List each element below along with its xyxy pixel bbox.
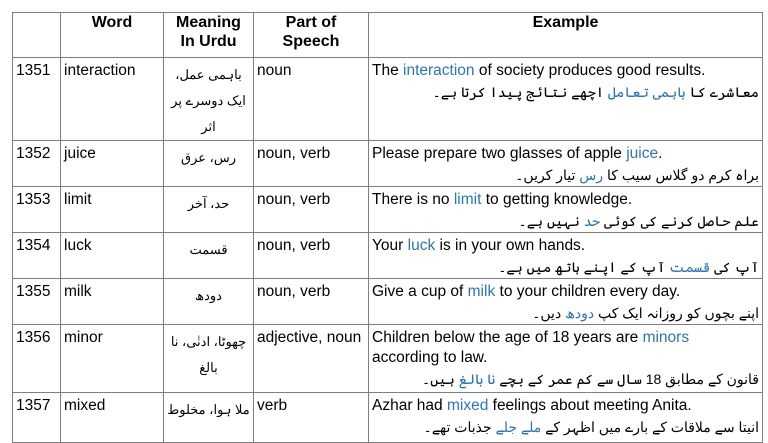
text: Your [372, 237, 408, 254]
example-cell [369, 325, 763, 393]
table-row [13, 141, 763, 187]
text: تیار کریں۔ [515, 167, 580, 183]
text: to getting knowledge. [481, 191, 633, 208]
row-number: 1355 [13, 279, 61, 325]
word-cell: juice [61, 141, 164, 187]
text: اچھے نتائج پیدا کرتا ہے۔ [432, 84, 608, 100]
word-cell: minor [61, 325, 164, 393]
highlighted-word: رس [579, 167, 604, 183]
part-of-speech-cell: noun [254, 58, 369, 141]
header-number [13, 13, 61, 58]
english-example [372, 393, 759, 416]
word-cell: milk [61, 279, 164, 325]
example-cell [369, 58, 763, 141]
text: of society produces good results. [474, 62, 706, 79]
urdu-meaning-cell: دودھ [164, 279, 254, 325]
english-example [372, 187, 759, 210]
text: The [372, 62, 404, 79]
english-example [372, 141, 759, 164]
urdu-meaning-cell: باہمی عمل، ایک دوسرے پر اثر [164, 58, 254, 141]
word-cell: interaction [61, 58, 164, 141]
highlighted-word: حد [583, 213, 601, 229]
highlighted-word: interaction [403, 62, 475, 79]
highlighted-word: دودھ [565, 305, 595, 321]
table-row [13, 393, 763, 443]
text: آپ کی [710, 259, 759, 275]
text: . [658, 145, 663, 162]
part-of-speech-cell: noun, verb [254, 187, 369, 233]
english-example [372, 233, 759, 256]
urdu-example [372, 81, 759, 103]
example-cell [369, 279, 763, 325]
example-cell [369, 187, 763, 233]
table-row [13, 279, 763, 325]
highlighted-word: juice [626, 145, 659, 162]
english-example [372, 58, 759, 81]
text: is in your own hands. [435, 237, 586, 254]
text: انیتا سے ملاقات کے بارے میں اظہر کے [541, 419, 759, 435]
row-number: 1351 [13, 58, 61, 141]
text: معاشرے کا [685, 84, 759, 100]
urdu-meaning-cell: چھوٹا، ادنٰی، نا بالغ [164, 325, 254, 393]
text: Azhar had [372, 397, 447, 414]
text: according to law. [372, 349, 488, 366]
word-cell: mixed [61, 393, 164, 443]
urdu-meaning-cell: رس، عرق [164, 141, 254, 187]
urdu-meaning-cell: قسمت [164, 233, 254, 279]
text: Children below the age of 18 years are [372, 329, 643, 346]
row-number: 1354 [13, 233, 61, 279]
part-of-speech-cell: noun, verb [254, 233, 369, 279]
vocabulary-table [12, 12, 763, 443]
highlighted-word: نا بالغ [458, 371, 496, 387]
english-example [372, 325, 759, 368]
word-cell: luck [61, 233, 164, 279]
header-meaning: Meaning In Urdu [164, 13, 254, 58]
part-of-speech-cell: noun, verb [254, 141, 369, 187]
text: آپ کے اپنے ہاتھ میں ہے۔ [498, 259, 670, 275]
urdu-meaning-cell: حد، آخر [164, 187, 254, 233]
text: براہ کرم دو گلاس سیب کا [603, 167, 759, 183]
header-example: Example [369, 13, 763, 58]
header-row [13, 13, 763, 58]
highlighted-word: قسمت [669, 259, 711, 275]
row-number: 1353 [13, 187, 61, 233]
highlighted-word: minors [642, 329, 690, 346]
text: Please prepare two glasses of apple [372, 145, 627, 162]
urdu-example [372, 210, 759, 232]
text: feelings about meeting Anita. [488, 397, 692, 414]
urdu-example [372, 256, 759, 278]
text: دیں۔ [532, 305, 566, 321]
row-number: 1352 [13, 141, 61, 187]
highlighted-word: milk [467, 283, 496, 300]
text: جذبات تھے۔ [423, 419, 496, 435]
text: نہیں ہے۔ [518, 213, 584, 229]
urdu-example [372, 368, 759, 390]
part-of-speech-cell: adjective, noun [254, 325, 369, 393]
urdu-example [372, 164, 759, 186]
highlighted-word: luck [407, 237, 436, 254]
text: ہیں۔ [422, 371, 459, 387]
highlighted-word: باہمی تعامل [607, 84, 686, 100]
table-row [13, 58, 763, 141]
table-row [13, 187, 763, 233]
text: There is no [372, 191, 454, 208]
highlighted-word: mixed [446, 397, 489, 414]
row-number: 1357 [13, 393, 61, 443]
english-example [372, 279, 759, 302]
text: قانون کے مطابق 18 سال سے کم عمر کے بچے [495, 371, 759, 387]
text: اپنے بچوں کو روزانہ ایک کپ [594, 305, 759, 321]
urdu-meaning-cell: ملا ہوا، مخلوط [164, 393, 254, 443]
text: علم حاصل کرنے کی کوئی [600, 213, 759, 229]
table-row [13, 325, 763, 393]
text: Give a cup of [372, 283, 468, 300]
header-part-of-speech: Part of Speech [254, 13, 369, 58]
highlighted-word: ملے جلے [495, 419, 542, 435]
row-number: 1356 [13, 325, 61, 393]
table-row [13, 233, 763, 279]
example-cell [369, 141, 763, 187]
text: to your children every day. [495, 283, 681, 300]
highlighted-word: limit [453, 191, 482, 208]
urdu-example [372, 416, 759, 438]
part-of-speech-cell: noun, verb [254, 279, 369, 325]
urdu-example [372, 302, 759, 324]
example-cell [369, 233, 763, 279]
word-cell: limit [61, 187, 164, 233]
example-cell [369, 393, 763, 443]
header-word: Word [61, 13, 164, 58]
part-of-speech-cell: verb [254, 393, 369, 443]
